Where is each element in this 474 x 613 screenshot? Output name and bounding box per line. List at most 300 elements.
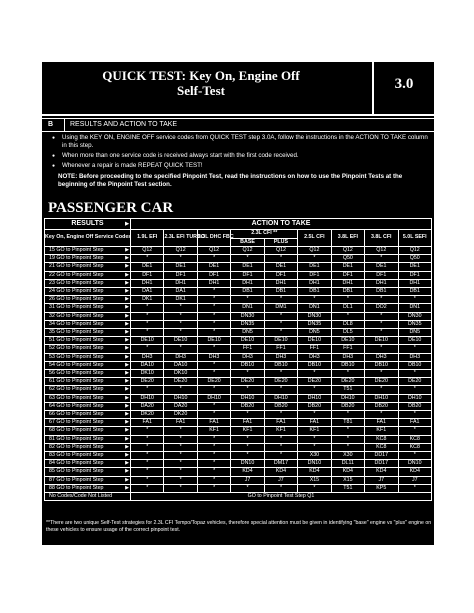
row-label — [45, 361, 131, 369]
table-cell: * — [164, 452, 197, 460]
instructions-list — [50, 134, 430, 189]
table-cell: DL11 — [331, 460, 364, 468]
table-cell: DE10 — [164, 337, 197, 345]
table-cell: DF1 — [331, 271, 364, 279]
table-cell: J7 — [398, 476, 432, 484]
table-cell: * — [131, 435, 164, 443]
table-cell: DE10 — [398, 337, 432, 345]
table-cell: DK10 — [131, 370, 164, 378]
row-label-text: 15 GO to Pinpoint Step — [49, 247, 104, 253]
table-row — [45, 411, 432, 419]
table-cell: * — [365, 329, 398, 337]
table-cell: DB1 — [365, 288, 398, 296]
table-row — [45, 255, 432, 263]
table-cell: * — [164, 312, 197, 320]
codes-header: Key On, Engine Off Service Codes — [45, 230, 131, 247]
row-label-text: 61 GO to Pinpoint Step — [49, 378, 104, 385]
column-header: 2.3L EFI TURBO — [164, 230, 197, 247]
table-row — [45, 288, 432, 296]
arrow-right-icon: ▶ — [125, 468, 129, 475]
table-cell: FA1 — [264, 419, 297, 427]
table-row — [45, 304, 432, 312]
table-cell: DE20 — [365, 378, 398, 386]
table-cell: * — [197, 345, 230, 353]
table-cell: * — [197, 435, 230, 443]
table-cell: * — [298, 443, 331, 451]
table-cell: DH3 — [197, 353, 230, 361]
row-label-text: 53 GO to Pinpoint Step — [49, 353, 104, 360]
table-cell: KC8 — [365, 443, 398, 451]
table-cell: * — [164, 386, 197, 394]
table-cell: DE20 — [131, 378, 164, 386]
vehicle-title: PASSENGER CAR — [48, 200, 174, 216]
arrow-right-icon: ▶ — [125, 443, 129, 450]
row-label — [45, 337, 131, 345]
table-cell: * — [264, 312, 297, 320]
table-row — [45, 419, 432, 427]
arrow-right-icon: ▶ — [125, 337, 129, 344]
table-cell: * — [231, 411, 264, 419]
table-cell: DA10 — [131, 361, 164, 369]
table-cell: DN30 — [398, 312, 432, 320]
table-cell: KD4 — [264, 468, 297, 476]
table-cell: * — [264, 484, 297, 492]
table-cell: DH1 — [264, 279, 297, 287]
table-row — [45, 361, 432, 369]
table-cell: DF1 — [398, 271, 432, 279]
section-bar — [42, 118, 434, 132]
row-label-text: 54 GO to Pinpoint Step — [49, 361, 104, 368]
table-cell: * — [331, 427, 364, 435]
table-cell: DA1 — [164, 288, 197, 296]
no-codes-action: GO to Pinpoint Test Step Q1 — [131, 493, 432, 501]
table-cell: DF1 — [298, 271, 331, 279]
table-cell: DE20 — [331, 378, 364, 386]
table-cell: * — [298, 484, 331, 492]
table-cell: * — [131, 468, 164, 476]
table-cell: DK1 — [131, 296, 164, 304]
row-label — [45, 484, 131, 492]
table-cell: DD17 — [365, 460, 398, 468]
row-label-text: 62 GO to Pinpoint Step — [49, 386, 104, 393]
table-cell: DB10 — [365, 361, 398, 369]
table-cell: DE20 — [264, 378, 297, 386]
table-cell: FA1 — [398, 419, 432, 427]
table-cell: DE20 — [398, 378, 432, 386]
table-cell: DH1 — [231, 279, 264, 287]
table-cell: KD4 — [331, 468, 364, 476]
row-label — [45, 460, 131, 468]
table-cell: DN1 — [298, 304, 331, 312]
table-row — [45, 329, 432, 337]
table-cell: KD4 — [231, 468, 264, 476]
arrow-right-icon: ▶ — [125, 312, 129, 319]
table-cell: * — [164, 329, 197, 337]
column-header: 3.8L EFI — [331, 230, 364, 247]
table-cell: DH10 — [331, 394, 364, 402]
row-label-text: 51 GO to Pinpoint Step — [49, 337, 104, 344]
table-cell: * — [331, 296, 364, 304]
table-cell: DE10 — [131, 337, 164, 345]
table-cell: DH10 — [298, 394, 331, 402]
table-cell: Q12 — [131, 247, 164, 255]
section-title: RESULTS AND ACTION TO TAKE — [70, 121, 178, 128]
table-row — [45, 378, 432, 386]
table-cell: DL1 — [331, 304, 364, 312]
table-cell: * — [365, 296, 398, 304]
table-cell: * — [164, 304, 197, 312]
table-cell: * — [398, 452, 432, 460]
action-header: ACTION TO TAKE — [131, 219, 432, 230]
table-cell: FA1 — [164, 419, 197, 427]
row-label — [45, 402, 131, 410]
table-cell: KC8 — [398, 435, 432, 443]
row-label-text: 24 GO to Pinpoint Step — [49, 288, 104, 295]
arrow-right-icon: ▶ — [125, 476, 129, 483]
table-cell: DB20 — [398, 402, 432, 410]
row-label-text: 63 GO to Pinpoint Step — [49, 394, 104, 401]
table-cell: DN10 — [298, 460, 331, 468]
arrow-right-icon: ▶ — [125, 271, 129, 278]
cfi-group-header: 2.3L CFI ** — [231, 230, 298, 239]
table-cell: * — [331, 435, 364, 443]
table-cell: DE1 — [398, 263, 432, 271]
table-cell: * — [197, 312, 230, 320]
results-header — [45, 219, 131, 230]
arrow-right-icon: ▶ — [125, 370, 129, 377]
results-table-body — [45, 247, 432, 493]
arrow-right-icon: ▶ — [125, 345, 129, 352]
table-cell: KP5 — [365, 484, 398, 492]
row-label — [45, 329, 131, 337]
table-row — [45, 296, 432, 304]
table-cell: * — [264, 435, 297, 443]
row-label-text: 81 GO to Pinpoint Step — [49, 435, 104, 442]
table-cell: * — [331, 411, 364, 419]
table-cell: DN35 — [298, 320, 331, 328]
table-cell: * — [131, 255, 164, 263]
table-cell: * — [365, 345, 398, 353]
arrow-right-icon: ▶ — [125, 247, 129, 253]
table-row — [45, 435, 432, 443]
table-cell: DH3 — [298, 353, 331, 361]
table-cell: KF1 — [197, 427, 230, 435]
table-cell: T81 — [331, 419, 364, 427]
table-cell: * — [298, 411, 331, 419]
table-cell: J7 — [264, 476, 297, 484]
table-cell: DK20 — [131, 411, 164, 419]
table-cell: DH1 — [164, 279, 197, 287]
row-label — [45, 452, 131, 460]
table-cell: DE20 — [298, 378, 331, 386]
table-cell: FF1 — [231, 345, 264, 353]
table-cell: DH3 — [231, 353, 264, 361]
table-cell: DM1 — [264, 304, 297, 312]
row-label-text: 31 GO to Pinpoint Step — [49, 304, 104, 311]
table-cell: * — [131, 304, 164, 312]
table-cell: * — [131, 476, 164, 484]
table-row — [45, 427, 432, 435]
table-cell: DA1 — [131, 288, 164, 296]
table-cell: * — [264, 370, 297, 378]
table-cell: * — [264, 320, 297, 328]
footnote: **There are two unique Self-Test strategies for 2.3L CFI Tempo/Topaz vehicles, therefore special attention must be given in identifying "base" engine vs "plus" engine on these vehicles to ensure usage of the correct pinpoint test. — [46, 520, 432, 533]
table-cell: * — [164, 435, 197, 443]
table-cell: * — [131, 345, 164, 353]
section-number: 3.0 — [394, 76, 414, 92]
table-cell: * — [264, 386, 297, 394]
table-cell: Q12 — [298, 247, 331, 255]
table-cell: * — [197, 460, 230, 468]
table-cell: * — [331, 443, 364, 451]
arrow-right-icon: ▶ — [125, 304, 129, 311]
table-row — [45, 312, 432, 320]
row-label — [45, 288, 131, 296]
row-label-text: 85 GO to Pinpoint Step — [49, 468, 104, 475]
table-cell: DH1 — [197, 279, 230, 287]
row-label — [45, 247, 131, 255]
table-cell: DB20 — [365, 402, 398, 410]
row-label-text: 82 GO to Pinpoint Step — [49, 443, 104, 450]
table-cell: * — [231, 255, 264, 263]
table-cell: * — [164, 476, 197, 484]
table-cell: * — [164, 460, 197, 468]
row-label — [45, 394, 131, 402]
table-cell: * — [331, 312, 364, 320]
table-cell: DN30 — [298, 312, 331, 320]
table-cell: DH3 — [398, 353, 432, 361]
row-label — [45, 263, 131, 271]
table-row — [45, 370, 432, 378]
table-cell: FA1 — [231, 419, 264, 427]
row-label-text: 87 GO to Pinpoint Step — [49, 476, 104, 483]
table-cell: * — [365, 312, 398, 320]
table-row — [45, 247, 432, 255]
table-cell: X30 — [298, 452, 331, 460]
row-label-text: 64 GO to Pinpoint Step — [49, 402, 104, 409]
table-cell: * — [164, 468, 197, 476]
row-label — [45, 476, 131, 484]
table-cell: DB1 — [331, 288, 364, 296]
table-cell: DE20 — [231, 378, 264, 386]
table-cell: X30 — [331, 452, 364, 460]
row-label-text: 22 GO to Pinpoint Step — [49, 271, 104, 278]
table-cell: DN10 — [231, 460, 264, 468]
column-header: PLUS — [264, 238, 297, 247]
table-cell: Q12 — [231, 247, 264, 255]
table-cell: DK10 — [164, 370, 197, 378]
table-cell: DH10 — [264, 394, 297, 402]
row-label-text: 34 GO to Pinpoint Step — [49, 320, 104, 327]
table-cell: * — [131, 386, 164, 394]
table-cell: * — [398, 370, 432, 378]
row-label — [45, 378, 131, 386]
row-label — [45, 427, 131, 435]
table-cell: * — [398, 484, 432, 492]
table-cell: * — [131, 320, 164, 328]
table-cell: * — [164, 427, 197, 435]
table-cell: * — [264, 411, 297, 419]
column-header: BASE — [231, 238, 264, 247]
table-cell: DN35 — [231, 320, 264, 328]
row-label — [45, 345, 131, 353]
table-cell: DH3 — [331, 353, 364, 361]
row-label — [45, 411, 131, 419]
table-cell: DA10 — [164, 361, 197, 369]
table-cell: DH10 — [231, 394, 264, 402]
section-divider — [64, 119, 65, 131]
table-cell: FF1 — [331, 345, 364, 353]
table-cell: DB20 — [331, 402, 364, 410]
table-cell: DO2 — [365, 304, 398, 312]
table-row — [45, 386, 432, 394]
table-cell: DK1 — [164, 296, 197, 304]
table-cell: DB1 — [264, 288, 297, 296]
row-label — [45, 370, 131, 378]
table-cell: * — [197, 484, 230, 492]
row-label-text: 23 GO to Pinpoint Step — [49, 279, 104, 286]
arrow-right-icon: ▶ — [125, 279, 129, 286]
table-cell: KF1 — [264, 427, 297, 435]
table-cell: Q12 — [197, 247, 230, 255]
column-header: 2.3L DHC FBC — [197, 230, 230, 247]
arrow-right-icon: ▶ — [125, 427, 129, 434]
table-cell: DA20 — [131, 402, 164, 410]
page-header — [42, 62, 434, 116]
table-cell: DB1 — [231, 288, 264, 296]
title-line-1: QUICK TEST: Key On, Engine Off — [102, 68, 300, 83]
arrow-right-icon: ▶ — [125, 263, 129, 270]
arrow-right-icon: ▶ — [125, 452, 129, 459]
table-cell: X15 — [331, 476, 364, 484]
row-label-text: 35 GO to Pinpoint Step — [49, 329, 104, 336]
table-cell: J7 — [365, 476, 398, 484]
table-cell: * — [231, 296, 264, 304]
table-cell: DH10 — [164, 394, 197, 402]
table-cell: * — [298, 370, 331, 378]
table-cell: DE20 — [164, 378, 197, 386]
table-row — [45, 402, 432, 410]
arrow-right-icon: ▶ — [125, 288, 129, 295]
table-cell: * — [131, 427, 164, 435]
table-cell: * — [197, 361, 230, 369]
table-cell: * — [298, 296, 331, 304]
table-cell: * — [197, 443, 230, 451]
table-cell: DH1 — [365, 279, 398, 287]
table-cell: Q50 — [398, 255, 432, 263]
table-cell: * — [164, 484, 197, 492]
table-cell: DE10 — [365, 337, 398, 345]
table-cell: * — [197, 288, 230, 296]
table-cell: DE1 — [164, 263, 197, 271]
table-cell: DH10 — [131, 394, 164, 402]
table-cell: DM17 — [264, 460, 297, 468]
page-title — [42, 68, 360, 98]
table-cell: DH3 — [164, 353, 197, 361]
arrow-right-icon: ▶ — [125, 353, 129, 360]
table-row — [45, 476, 432, 484]
row-label-text: 83 GO to Pinpoint Step — [49, 452, 104, 459]
table-cell: DF1 — [197, 271, 230, 279]
row-label — [45, 419, 131, 427]
table-cell: * — [197, 452, 230, 460]
table-cell: DF1 — [131, 271, 164, 279]
row-label-text: 88 GO to Pinpoint Step — [49, 484, 104, 491]
table-cell: Q12 — [264, 247, 297, 255]
table-cell: DN5 — [298, 329, 331, 337]
table-cell: * — [264, 329, 297, 337]
table-cell: KF1 — [365, 427, 398, 435]
table-cell: DB10 — [331, 361, 364, 369]
table-row — [45, 484, 432, 492]
table-cell: * — [365, 320, 398, 328]
row-label — [45, 386, 131, 394]
arrow-right-icon: ▶ — [125, 460, 129, 467]
table-cell: DB20 — [231, 402, 264, 410]
column-header: 3.8L CFI — [365, 230, 398, 247]
row-label — [45, 353, 131, 361]
table-cell: * — [131, 329, 164, 337]
table-row — [45, 320, 432, 328]
table-cell: * — [298, 435, 331, 443]
table-cell: DE1 — [365, 263, 398, 271]
row-label — [45, 443, 131, 451]
table-cell: * — [231, 386, 264, 394]
arrow-right-icon: ▶ — [125, 402, 129, 409]
table-cell: * — [131, 452, 164, 460]
table-cell: DE1 — [197, 263, 230, 271]
row-label-text: 21 GO to Pinpoint Step — [49, 263, 104, 270]
table-cell: * — [298, 255, 331, 263]
section-letter: B — [48, 121, 54, 128]
table-cell: * — [197, 370, 230, 378]
table-cell: * — [197, 402, 230, 410]
row-label — [45, 312, 131, 320]
table-row — [45, 468, 432, 476]
table-cell: DB20 — [264, 402, 297, 410]
table-cell: DD17 — [365, 452, 398, 460]
table-cell: DB10 — [398, 361, 432, 369]
row-label — [45, 468, 131, 476]
table-cell: * — [398, 296, 432, 304]
arrow-right-icon: ▶ — [125, 411, 129, 418]
row-label — [45, 271, 131, 279]
table-row — [45, 263, 432, 271]
table-cell: FA1 — [197, 419, 230, 427]
table-cell: DH10 — [365, 394, 398, 402]
table-row — [45, 353, 432, 361]
table-cell: DH10 — [398, 394, 432, 402]
table-cell: KC8 — [398, 443, 432, 451]
table-cell: Q12 — [365, 247, 398, 255]
service-manual-page — [42, 62, 434, 545]
table-cell: FA1 — [365, 419, 398, 427]
row-label-text: 67 GO to Pinpoint Step — [49, 419, 104, 426]
table-cell: DF1 — [264, 271, 297, 279]
results-table — [44, 218, 432, 501]
table-cell: KF1 — [231, 427, 264, 435]
table-cell: * — [197, 255, 230, 263]
table-cell: DB1 — [398, 288, 432, 296]
no-codes-label: No Codes/Code Not Listed — [45, 493, 131, 501]
table-cell: FF1 — [298, 345, 331, 353]
table-cell: DN35 — [398, 320, 432, 328]
column-header: 1.9L EFI — [131, 230, 164, 247]
row-label-text: 68 GO to Pinpoint Step — [49, 427, 104, 434]
table-cell: * — [197, 386, 230, 394]
arrow-right-icon: ▶ — [125, 394, 129, 401]
arrow-right-icon: ▶ — [125, 255, 129, 262]
